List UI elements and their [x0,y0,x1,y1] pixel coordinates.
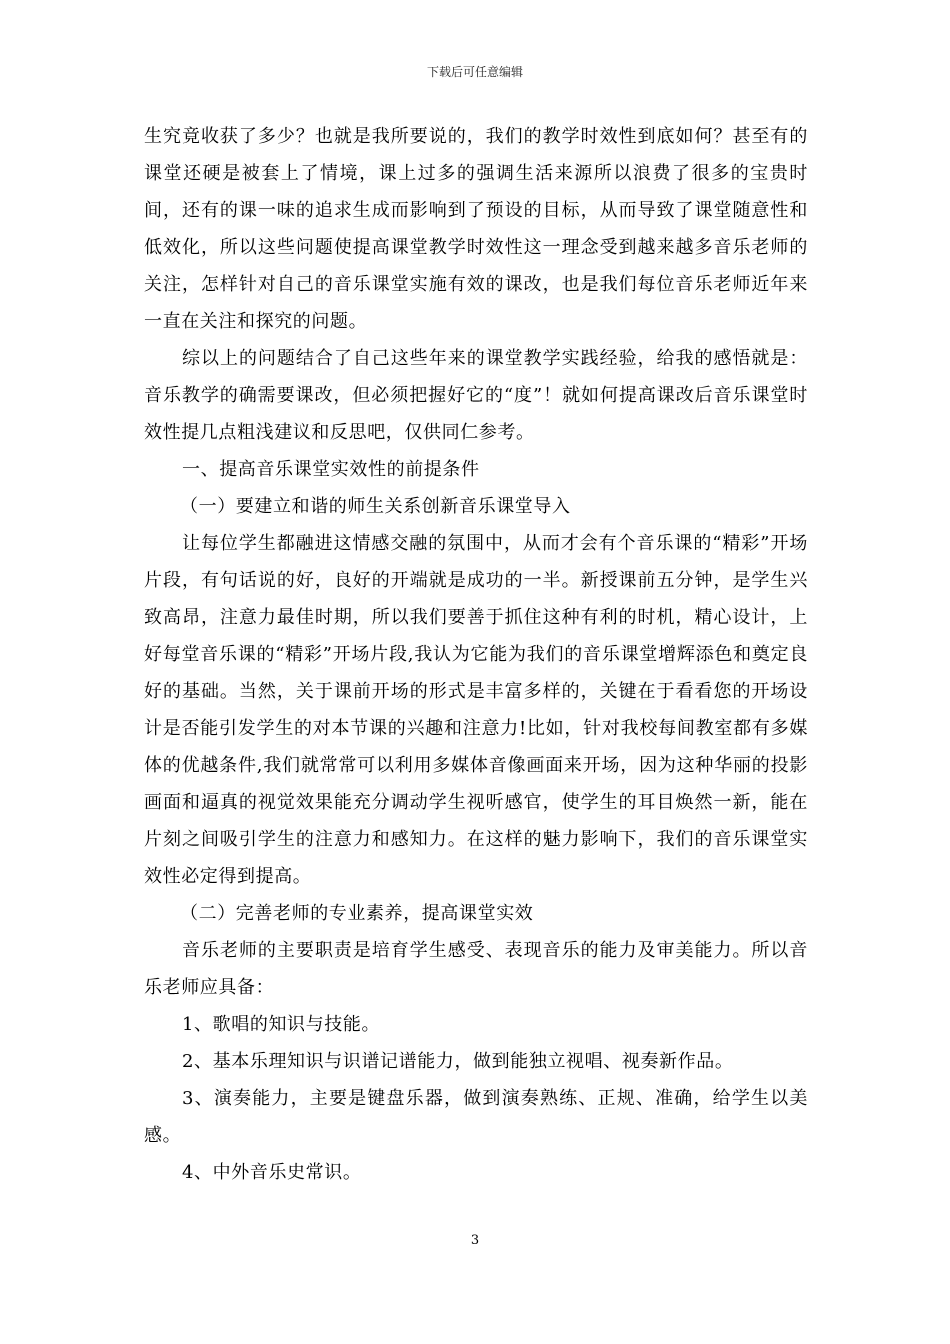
list-item: 2、基本乐理知识与识谱记谱能力，做到能独立视唱、视奏新作品。 [182,1051,734,1072]
list-item: 4、中外音乐史常识。 [182,1162,362,1183]
page-header: 下载后可任意编辑 [426,65,523,79]
document-body [144,118,808,1191]
subsection-heading-1: （一）要建立和谐的师生关系创新音乐课堂导入 [180,496,571,517]
paragraph-opening-segment: 让每位学生都融进这情感交融的氛围中，从而才会有个音乐课的“精彩”开场片段，有句话说的好，良好的开端就是成功的一半。新授课前五分钟，是学生兴致高昂，注意力最佳时期，所以我们要善于抓住这种有利的时机，精心设计，上好每堂音乐课的“精彩”开场片段,我认为它能为我们的音乐课堂增辉添色和奠定良好的基础。当然，关于课前开场的形式是丰富多样的，关键在于看看您的开场设计是否能引发学生的对本节课的兴趣和注意力!比如，针对我校每间教室都有多媒体的优越条件,我们就常常可以利用多媒体音像画面来开场，因为这种华丽的投影画面和逼真的视觉效果能充分调动学生视听感官，使学生的耳目焕然一新，能在片刻之间吸引学生的注意力和感知力。在这样的魅力影响下，我们的音乐课堂实效性必定得到提高。 [144,533,808,887]
subsection-heading-2: （二）完善老师的专业素养，提高课堂实效 [180,903,534,924]
section-heading-1: 一、提高音乐课堂实效性的前提条件 [182,459,480,480]
paragraph-intro-continuation: 生究竟收获了多少？也就是我所要说的，我们的教学时效性到底如何？甚至有的课堂还硬是被套上了情境，课上过多的强调生活来源所以浪费了很多的宝贵时间，还有的课一味的追求生成而影响到了预设的目标，从而导致了课堂随意性和低效化，所以这些问题使提高课堂教学时效性这一理念受到越来越多音乐老师的关注，怎样针对自己的音乐课堂实施有效的课改，也是我们每位音乐老师近年来一直在关注和探究的问题。 [144,126,808,332]
paragraph-teacher-duties: 音乐老师的主要职责是培育学生感受、表现音乐的能力及审美能力。所以音乐老师应具备： [144,940,808,998]
paragraph-summary: 综以上的问题结合了自己这些年来的课堂教学实践经验，给我的感悟就是：音乐教学的确需要课改，但必须把握好它的“度”！就如何提高课改后音乐课堂时效性提几点粗浅建议和反思吧，仅供同仁参考。 [144,348,808,443]
list-item: 3、演奏能力，主要是键盘乐器，做到演奏熟练、正规、准确，给学生以美感。 [144,1088,808,1146]
list-item: 1、歌唱的知识与技能。 [182,1014,381,1035]
page-number: 3 [470,1233,480,1248]
